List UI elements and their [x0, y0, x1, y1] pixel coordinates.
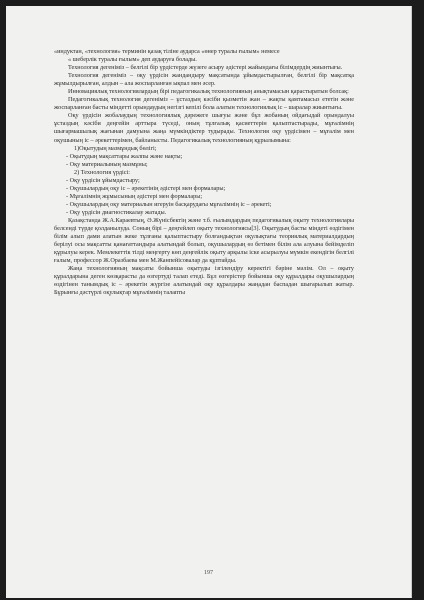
paragraph: Инновациялық технологиялардың бірі педагогикалық технологияның анықтамасын қарастыратын болсақ: [68, 88, 349, 96]
list-item: - Оқу үрдісін ұйымдастыру; [66, 176, 140, 184]
paragraph: Қазақстанда Ж.А.Караевтың, Ә.Жүнісбектің және т.б. ғылымдардың педагогикалық оқыту технологиялары белсенді түрде қолданылуда. Соның бірі – деңгейлеп оқыту технологиясы[3]. Оқытудың басты міндеті өздігімен білім алып дами алатын жеке тұлғаны қалыптастыру болғандықтан оқулықтағы теориялық материалдардың берілуі осы мақсатты қанағаттандыра алатындай болып, оқушылардың өз бетімен білім ала алуына бейімделіп құрылуы керек. Мемлекеттік тілді меңгерту көп деңгейлік оқыту арқылы іске асырылуы мүмкін екендігін белгілі ғалым, профессор Ж.Оразбаева мен М.Жанпейісовалар да құптайды. [54, 216, 354, 265]
paragraph: «индуктан, «технология» терминін қазақ тіліне аударса «өнер туралы ғылым» немесе [54, 48, 280, 55]
list-item: - Оқушылардың оқу іс – әрекетінің әдістері мен формалары; [66, 184, 226, 192]
paragraph: Педагогикалық технология дегеніміз – ұстаздың кәсіби қызметін жан – жақты қамтамасыз ететін және жоспарланған басты міндетті орындаудың негізгі кепілі бола алатын технологиялық іс – шаралар жиынтығы. [54, 96, 354, 112]
list-item: - Оқытудың мақсаттары жалпы және нақты; [66, 152, 183, 160]
document-body [54, 48, 354, 297]
paragraph: Жаңа технологияның мақсаты бойынша оқытуды ізгілендіру керектігі бәріне мәлім. Ол – оқыту құралдарына деген көзқарасты да өзгертуді талап етеді. Бұл өзгерістер бойынша оқу құралдары оқушылардың өздігінен танымдық іс – әрекетін жүргізе алатындай оқу құралдары жаңадан баспадан шығарылып жатыр. Бұрынғы дәстүрлі оқулықтар мұғалімнің талапты [54, 265, 354, 297]
paragraph: Технология дегеніміз – оқу үрдісін жандандыру мақсатында ұйымдастырылған, белгілі бір мақсатқа жұмылдырылған, алдын – ала жоспарланған ықпал мен әсер. [54, 72, 354, 88]
page-number: 197 [204, 570, 213, 576]
document-page [6, 6, 412, 598]
list-item: - Оқу үрдісін диагностикалау жатады. [66, 208, 167, 216]
paragraph: Оқу үрдісін жобалаудың технологиялық дәрежеге шығуы және бұл жобаның ойдағыдай орындалуы ұстаздың кәсіби деңгейін арттыра түседі, оның тұлғалық қасиеттерін қалыптастырады, мұғалімнің шығармашылық жағынан дамуына жаңа мүмкіндіктер тудырады. Технология оқу үрдісімен – мұғалім мен оқушының іс – әрекеттерімен, байланысты. Педагогикалық технологияның құрылымына: [54, 112, 354, 144]
paragraph: Технология дегеніміз – белгілі бір үрдістерде жүзеге асыру әдістері жайындағы білімдердің жиынтығы. [68, 64, 343, 72]
list-item: - Оқушылардың оқу материалын игеруін басқарудағы мұғалімнің іс – әрекеті; [66, 200, 272, 208]
list-item: - Мұғалімнің жұмысының әдістері мен формалары; [66, 192, 203, 200]
list-item: - Оқу материалының мазмұны; [66, 160, 148, 168]
list-item: 2) Технология үрдісі: [74, 168, 130, 176]
list-item: 1)Оқытудың мазмұндық бөлігі; [74, 144, 157, 152]
paragraph: « шеберлік туралы ғылым» деп аударуға болады. [68, 56, 197, 64]
